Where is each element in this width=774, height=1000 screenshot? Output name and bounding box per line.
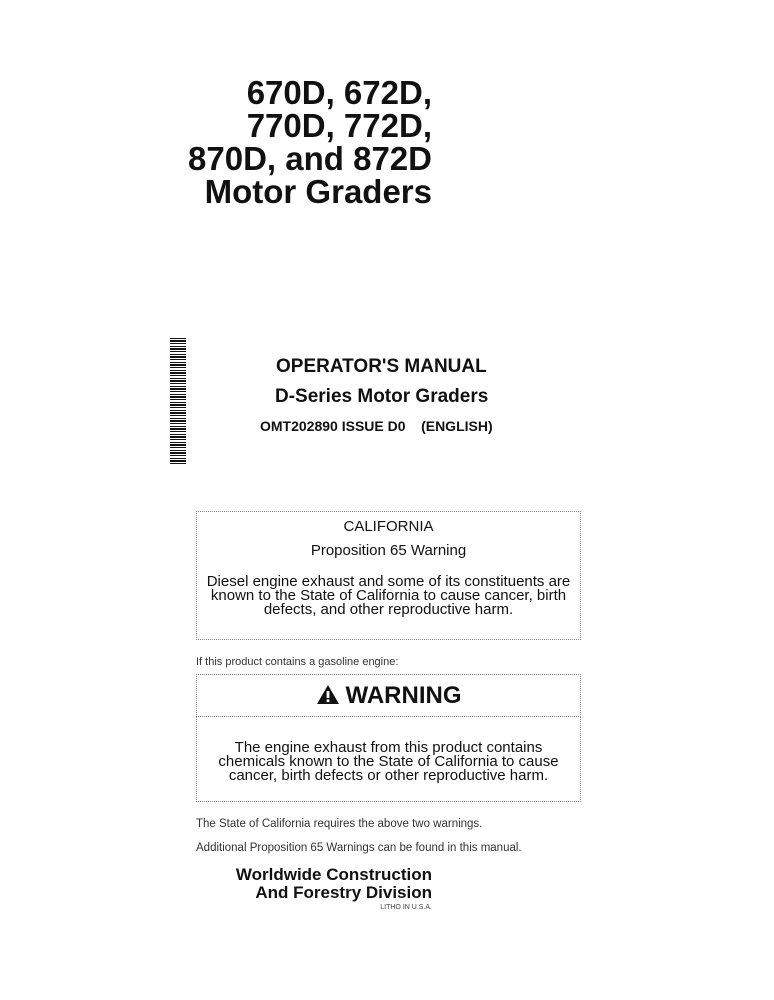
division-line-1: Worldwide Construction [235, 865, 432, 884]
warning-header-box [196, 674, 581, 717]
additional-note: Additional Proposition 65 Warnings can be found in this manual. [196, 842, 522, 854]
proposition-65-heading: Proposition 65 Warning [310, 542, 467, 559]
requires-note: The State of California requires the above two warnings. [196, 818, 483, 830]
model-title [188, 76, 432, 208]
gasoline-note: If this product contains a gasoline engine: [196, 656, 399, 668]
california-heading: CALIFORNIA [343, 518, 434, 535]
model-title-line-1: 670D, 672D, [246, 74, 432, 111]
model-title-line-3: 870D, and 872D [188, 140, 432, 177]
model-title-line-2: 770D, 772D, [246, 107, 432, 144]
warning-body: The engine exhaust from this product contains chemicals known to the State of California to cause cancer, birth defects or other reproductive harm. [218, 739, 559, 784]
california-body: Diesel engine exhaust and some of its constituents are known to the State of California to cause cancer, birth defects, and other reproductive harm. [206, 573, 571, 618]
california-warning-box [196, 511, 581, 640]
warning-body-box [196, 716, 581, 802]
division-name [236, 866, 432, 902]
litho-note: LITHO IN U.S.A. [380, 904, 432, 911]
barcode-image [170, 338, 186, 466]
manual-subtitle: D-Series Motor Graders [275, 386, 489, 407]
warning-triangle-icon [316, 677, 340, 718]
manual-title: OPERATOR'S MANUAL [276, 356, 487, 377]
warning-heading: WARNING [345, 682, 462, 709]
model-title-line-4: Motor Graders [204, 173, 432, 210]
manual-code: OMT202890 ISSUE D0 (ENGLISH) [260, 418, 493, 434]
division-line-2: And Forestry Division [255, 883, 432, 902]
